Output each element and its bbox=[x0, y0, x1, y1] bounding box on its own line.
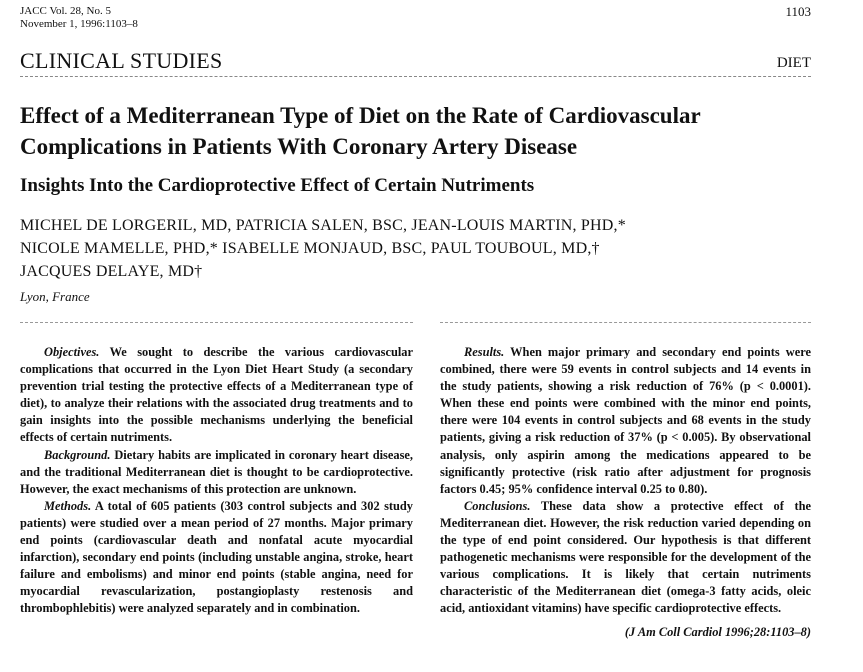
abstract-objectives bbox=[20, 344, 413, 447]
journal-volume: JACC Vol. 28, No. 5 bbox=[20, 5, 111, 17]
abstract-column-right bbox=[440, 344, 811, 641]
author-line: NICOLE MAMELLE, PHD,* ISABELLE MONJAUD, BSC, PAUL TOUBOUL, MD,† bbox=[20, 240, 600, 257]
journal-date: November 1, 1996:1103–8 bbox=[20, 18, 138, 30]
abstract-conclusions bbox=[440, 498, 811, 618]
results-text: When major primary and secondary end points were combined, there were 59 events in control subjects and 14 events in the study patients, showing a risk reduction of 76% (p < 0.0001). When these end points were combined with the minor end points, there were 104 events in control subjects and 68 events in the study patients, giving a risk reduction of 37% (p < 0.005). By observational analysis, only aspirin among the medications appeared to be significantly protective (risk ratio after adjustment for prognosis factors 0.45; 95% confidence interval 0.25 to 0.80). bbox=[440, 345, 812, 496]
objectives-heading: Objectives. bbox=[44, 345, 100, 359]
author-line: MICHEL DE LORGERIL, MD, PATRICIA SALEN, BSC, JEAN-LOUIS MARTIN, PHD,* bbox=[20, 217, 626, 234]
abstract-methods bbox=[20, 498, 413, 618]
results-heading: Results. bbox=[464, 345, 505, 359]
background-heading: Background. bbox=[44, 447, 111, 462]
methods-heading: Methods. bbox=[44, 498, 92, 513]
objectives-text: We sought to describe the various cardiovascular complications that occurred in the Lyon Diet Heart Study (a secondary prevention trial testing the protective effects of a Mediterranean type of diet), to analyze their relations with the associated drug treatments and to gain insights into the possible mechanisms underlying the beneficial effects of certain nutriments. bbox=[20, 345, 413, 445]
section-tag: DIET bbox=[776, 55, 811, 71]
author-list bbox=[20, 214, 626, 283]
divider bbox=[440, 322, 811, 323]
conclusions-heading: Conclusions. bbox=[464, 498, 531, 513]
affiliation-location: Lyon, France bbox=[20, 289, 90, 304]
conclusions-text: These data show a protective effect of the Mediterranean diet. However, the risk reduction varied depending on the type of end point considered. Our hypothesis is that different pathogenetic mechanisms were responsible for the development of the various complications. It is likely that certain nutriments characteristic of the Mediterranean diet (omega-3 fatty acids, oleic acid, antioxidant vitamins) have specific cardioprotective effects. bbox=[440, 498, 812, 616]
abstract-background bbox=[20, 447, 413, 498]
citation: (J Am Coll Cardiol 1996;28:1103–8) bbox=[624, 624, 811, 639]
section-heading: CLINICAL STUDIES bbox=[20, 48, 223, 73]
section-bar bbox=[20, 48, 811, 77]
article-title: Effect of a Mediterranean Type of Diet on the Rate of Cardiovascular Complications in Patients With Coronary Artery Disease bbox=[20, 103, 701, 159]
abstract-results bbox=[440, 344, 811, 498]
abstract-column-left bbox=[20, 344, 413, 618]
journal-info bbox=[20, 5, 138, 31]
background-text: Dietary habits are implicated in coronary heart disease, and the traditional Mediterranean diet is thought to be cardioprotective. However, the exact mechanisms of this protection are unknown. bbox=[20, 447, 413, 496]
article-subtitle: Insights Into the Cardioprotective Effect of Certain Nutriments bbox=[20, 175, 535, 196]
page-number: 1103 bbox=[785, 4, 811, 19]
author-line: JACQUES DELAYE, MD† bbox=[20, 263, 203, 280]
methods-text: A total of 605 patients (303 control subjects and 302 study patients) were studied over a mean period of 27 months. Major primary end points (cardiovascular death and nonfatal acute myocardial infarction), secondary end points (including unstable angina, stroke, heart failure and embolisms) and minor end points (stable angina, need for myocardial revascularization, postangioplasty restenosis and thrombophlebitis) were analyzed separately and in combination. bbox=[20, 498, 413, 616]
divider bbox=[20, 322, 413, 323]
